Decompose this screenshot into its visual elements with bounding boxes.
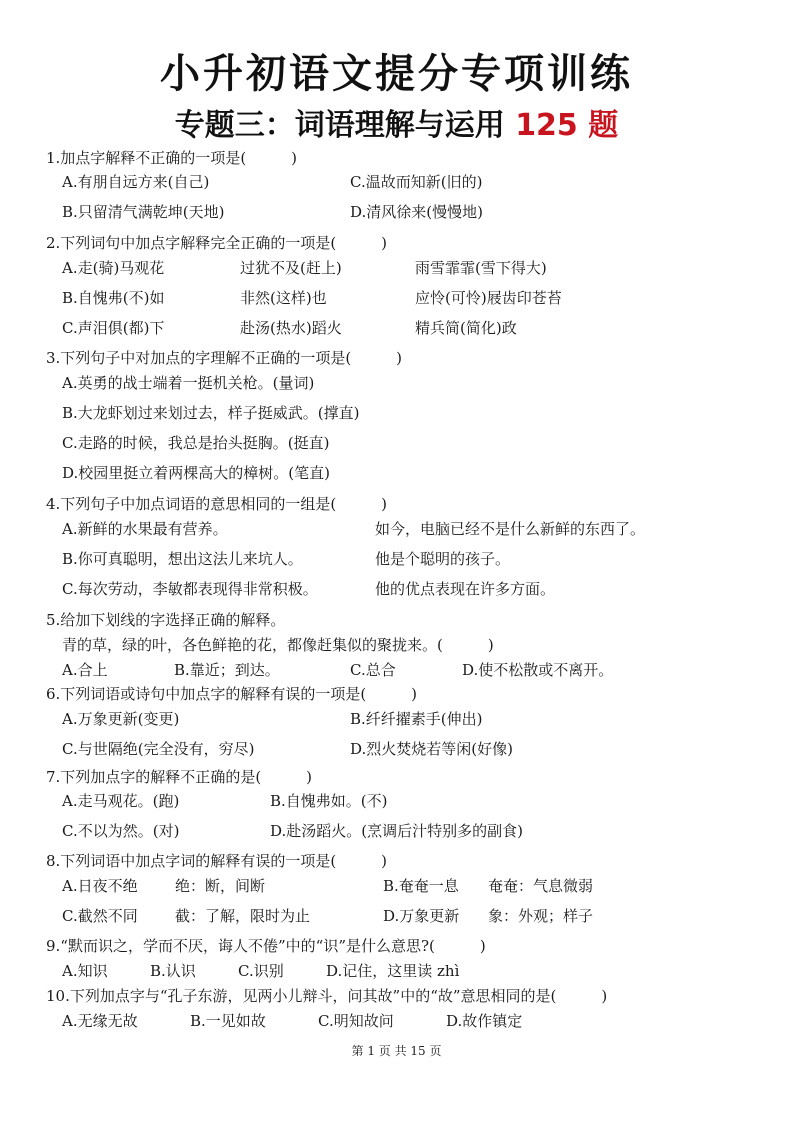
q2-option-c-3: 精兵简(简化)政	[415, 319, 517, 337]
q5-option-b: B.靠近；到达。	[174, 661, 280, 679]
q2-option-b-1: B.自愧弗(不)如	[62, 289, 165, 307]
q8-option-c-word: C.截然不同	[62, 907, 138, 925]
q10-option-a: A.无缘无故	[62, 1012, 138, 1030]
q9-option-d: D.记住，这里读 zhì	[326, 962, 460, 980]
q1-option-c: C.温故而知新(旧的)	[350, 173, 483, 191]
subtitle-count: 125 题	[515, 108, 619, 143]
q6-option-b: B.纤纤擢素手(伸出)	[350, 710, 483, 728]
q4-option-c-2: 他的优点表现在许多方面。	[375, 580, 556, 598]
q8-option-a-meaning: 绝：断，间断	[175, 877, 266, 895]
q8-option-b-word: B.奄奄一息	[383, 877, 459, 895]
q10-option-c: C.明知故问	[318, 1012, 394, 1030]
q9-option-b: B.认识	[150, 962, 196, 980]
page-subtitle	[0, 104, 793, 148]
q6-option-c: C.与世隔绝(完全没有，穷尽)	[62, 740, 255, 758]
q3-option-c: C.走路的时候，我总是抬头挺胸。(挺直)	[62, 434, 330, 452]
q2-option-c-1: C.声泪俱(都)下	[62, 319, 165, 337]
question-1-stem: 1.加点字解释不正确的一项是( )	[46, 149, 298, 167]
q8-option-d-word: D.万象更新	[383, 907, 460, 925]
q2-option-c-2: 赴汤(热水)蹈火	[240, 319, 342, 337]
q4-option-b-1: B.你可真聪明，想出这法儿来坑人。	[62, 550, 303, 568]
q8-option-c-meaning: 截：了解，限时为止	[175, 907, 311, 925]
q3-option-a: A.英勇的战士端着一挺机关枪。(量词)	[62, 374, 315, 392]
q5-option-a: A.合上	[62, 661, 108, 679]
q4-option-b-2: 他是个聪明的孩子。	[375, 550, 511, 568]
question-8-stem: 8.下列词语中加点字词的解释有误的一项是( )	[46, 852, 388, 870]
q10-option-b: B.一见如故	[190, 1012, 266, 1030]
question-7-stem: 7.下列加点字的解释不正确的是( )	[46, 768, 313, 786]
question-6-stem: 6.下列词语或诗句中加点字的解释有误的一项是( )	[46, 685, 418, 703]
q6-option-a: A.万象更新(变更)	[62, 710, 180, 728]
question-4-stem: 4.下列句子中加点词语的意思相同的一组是( )	[46, 495, 388, 513]
page-footer: 第 1 页 共 15 页	[351, 1044, 442, 1058]
q4-option-c-1: C.每次劳动，李敏都表现得非常积极。	[62, 580, 318, 598]
q1-option-a: A.有朋自远方来(自己)	[62, 173, 210, 191]
q7-option-d: D.赴汤蹈火。(烹调后汁特别多的副食)	[270, 822, 523, 840]
q7-option-a: A.走马观花。(跑)	[62, 792, 180, 810]
q6-option-d: D.烈火焚烧若等闲(好像)	[350, 740, 513, 758]
q3-option-b: B.大龙虾划过来划过去，样子挺威武。(撑直)	[62, 404, 360, 422]
subtitle-topic: 专题三：词语理解与运用	[174, 108, 516, 143]
question-2-stem: 2.下列词句中加点字解释完全正确的一项是( )	[46, 234, 388, 252]
q2-option-a-3: 雨雪霏霏(雪下得大)	[415, 259, 547, 277]
q7-option-b: B.自愧弗如。(不)	[270, 792, 388, 810]
q2-option-a-2: 过犹不及(赶上)	[240, 259, 342, 277]
q8-option-d-meaning: 象：外观；样子	[488, 907, 594, 925]
q7-option-c: C.不以为然。(对)	[62, 822, 180, 840]
question-10-stem: 10.下列加点字与“孔子东游，见两小儿辩斗，问其故”中的“故”意思相同的是( )	[46, 987, 608, 1005]
page-title: 小升初语文提分专项训练	[160, 51, 633, 97]
q3-option-d: D.校园里挺立着两棵高大的樟树。(笔直)	[62, 464, 330, 482]
q4-option-a-1: A.新鲜的水果最有营养。	[62, 520, 228, 538]
q1-option-d: D.清风徐来(慢慢地)	[350, 203, 483, 221]
q5-sentence: 青的草，绿的叶，各色鲜艳的花，都像赶集似的聚拢来。( )	[62, 636, 494, 654]
q5-option-c: C.总合	[350, 661, 396, 679]
q10-option-d: D.故作镇定	[446, 1012, 523, 1030]
q8-option-b-meaning: 奄奄：气息微弱	[488, 877, 594, 895]
question-3-stem: 3.下列句子中对加点的字理解不正确的一项是( )	[46, 349, 403, 367]
q2-option-b-2: 非然(这样)也	[240, 289, 327, 307]
q9-option-a: A.知识	[62, 962, 108, 980]
q4-option-a-2: 如今，电脑已经不是什么新鲜的东西了。	[375, 520, 646, 538]
q2-option-a-1: A.走(骑)马观花	[62, 259, 165, 277]
q8-option-a-word: A.日夜不绝	[62, 877, 138, 895]
question-5-stem: 5.给加下划线的字选择正确的解释。	[46, 611, 286, 629]
q1-option-b: B.只留清气满乾坤(天地)	[62, 203, 225, 221]
q5-option-d: D.使不松散或不离开。	[462, 661, 614, 679]
q2-option-b-3: 应怜(可怜)屐齿印苍苔	[415, 289, 562, 307]
q9-option-c: C.识别	[238, 962, 284, 980]
question-9-stem: 9.“默而识之，学而不厌，诲人不倦”中的“识”是什么意思?( )	[46, 937, 486, 955]
